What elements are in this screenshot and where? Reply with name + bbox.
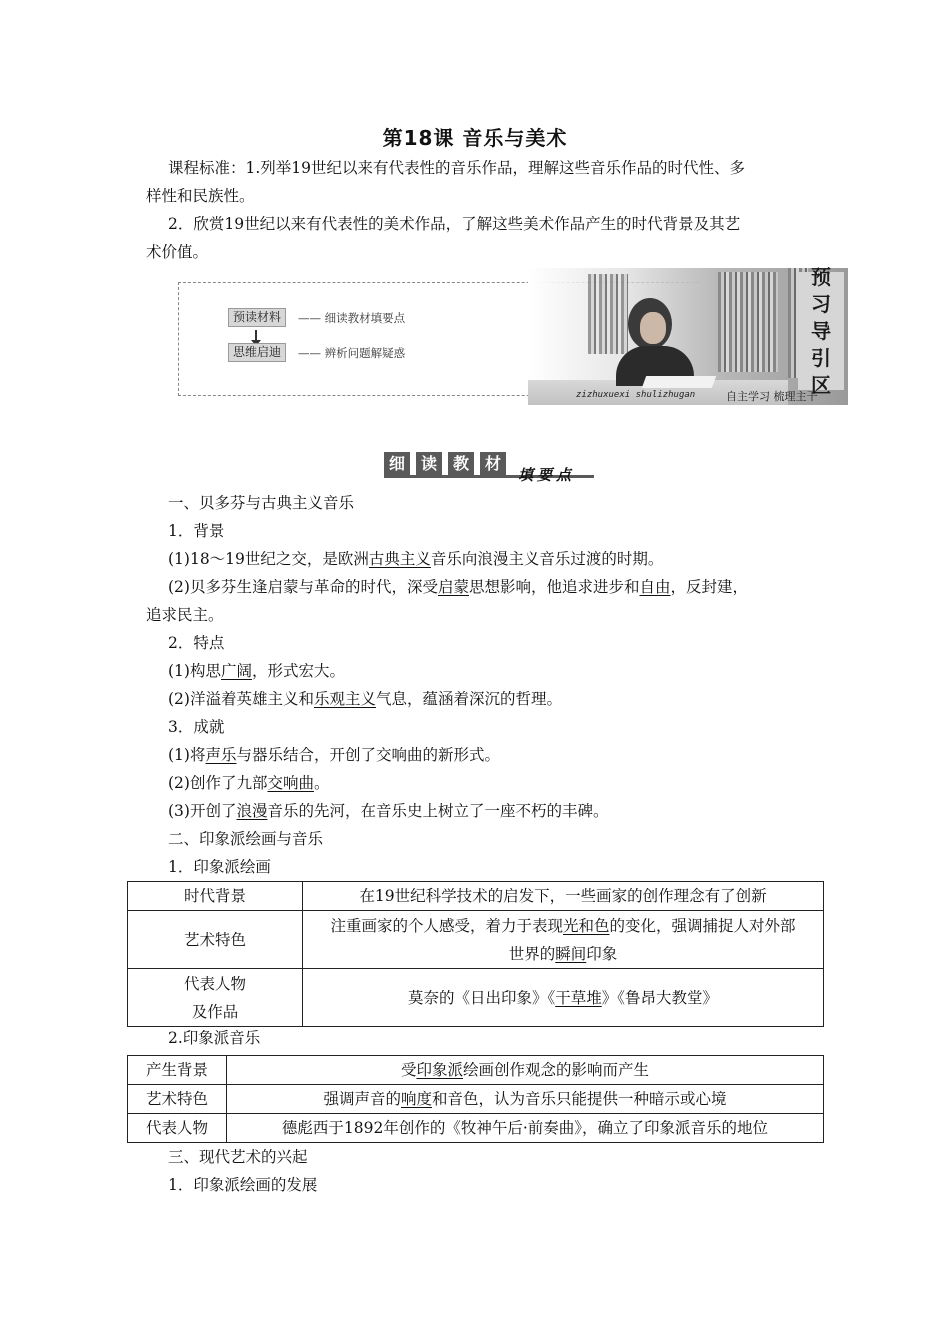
- paragraph: 追求民主。: [146, 606, 224, 624]
- key-term: 交响曲: [267, 774, 314, 792]
- section-header-char: 教: [448, 452, 474, 476]
- key-term: 声乐: [205, 746, 237, 764]
- table-cell-value: 强调声音的响度和音色，认为音乐只能提供一种暗示或心境: [227, 1085, 824, 1114]
- subheading-1-1: 1．背景: [168, 522, 225, 540]
- page-title: 第18课 音乐与美术: [382, 126, 568, 150]
- key-term: 瞬间: [555, 944, 587, 963]
- preview-banner: [178, 264, 848, 405]
- vertical-char: 引: [811, 345, 831, 370]
- standard-line-3: 2．欣赏19世纪以来有代表性的美术作品，了解这些美术作品产生的时代背景及其艺: [168, 215, 741, 233]
- paragraph: (2)创作了九部交响曲。: [168, 774, 330, 792]
- banner-vertical-title: [798, 264, 844, 397]
- vertical-char: 区: [811, 372, 831, 397]
- thinking-tag: 思维启迪: [228, 343, 286, 362]
- arrow-down-icon: [255, 330, 257, 342]
- paragraph: (1)构思广阔，形式宏大。: [168, 662, 345, 680]
- key-term: 乐观主义: [313, 690, 376, 708]
- table-cell-label: 产生背景: [128, 1056, 227, 1085]
- table-cell-label: 时代背景: [128, 882, 303, 911]
- banner-pinyin: zizhuxuexi shulizhugan: [576, 390, 696, 400]
- paragraph: (2)贝多芬生逢启蒙与革命的时代，深受启蒙思想影响，他追求进步和自由，反封建，: [168, 578, 749, 596]
- table-cell-value: 注重画家的个人感受，着力于表现光和色的变化，强调捕捉人对外部 世界的瞬间印象: [303, 911, 824, 969]
- subheading-2-2: 2.印象派音乐: [168, 1029, 261, 1047]
- impressionist-painting-table: [127, 881, 824, 1027]
- subheading-3-1: 1．印象派绘画的发展: [168, 1176, 318, 1194]
- subheading-1-2: 2．特点: [168, 634, 225, 652]
- standard-line-4: 术价值。: [146, 243, 209, 261]
- table-cell-label: 艺术特色: [128, 911, 303, 969]
- impressionist-music-table: [127, 1055, 824, 1143]
- paragraph: (1)18～19世纪之交，是欧洲古典主义音乐向浪漫主义音乐过渡的时期。: [168, 550, 664, 568]
- heading-2: 二、印象派绘画与音乐: [168, 830, 324, 848]
- paragraph: (2)洋溢着英雄主义和乐观主义气息，蕴涵着深沉的哲理。: [168, 690, 562, 708]
- table-cell-value: 德彪西于1892年创作的《牧神午后·前奏曲》，确立了印象派音乐的地位: [227, 1114, 824, 1143]
- subheading-2-1: 1．印象派绘画: [168, 858, 271, 876]
- key-term: 启蒙: [437, 578, 469, 596]
- table-cell-value: 受印象派绘画创作观念的影响而产生: [227, 1056, 824, 1085]
- paragraph: (1)将声乐与器乐结合，开创了交响曲的新形式。: [168, 746, 500, 764]
- section-header-char: 细: [384, 452, 410, 476]
- standard-line-1: 课程标准：1.列举19世纪以来有代表性的音乐作品，理解这些音乐作品的时代性、多: [168, 159, 746, 177]
- standard-line-2: 样性和民族性。: [146, 187, 255, 205]
- banner-pinyin-cn: 自主学习 梳理主干: [726, 390, 818, 403]
- key-term: 古典主义: [368, 550, 431, 568]
- vertical-char: 导: [811, 318, 831, 343]
- key-term: 自由: [639, 578, 671, 596]
- table-cell-label: 艺术特色: [128, 1085, 227, 1114]
- key-term: 浪漫: [236, 802, 268, 820]
- vertical-char: 预: [811, 264, 831, 289]
- subheading-1-3: 3．成就: [168, 718, 225, 736]
- heading-1: 一、贝多芬与古典主义音乐: [168, 494, 355, 512]
- preview-tag: 预读材料: [228, 308, 286, 327]
- section-header-tail: 填要点: [518, 466, 576, 484]
- section-header: [384, 452, 600, 482]
- table-cell-label: 代表人物: [128, 1114, 227, 1143]
- paragraph: (3)开创了浪漫音乐的先河，在音乐史上树立了一座不朽的丰碑。: [168, 802, 609, 820]
- key-term: 响度: [400, 1090, 432, 1108]
- vertical-char: 习: [811, 291, 831, 316]
- key-term: 广阔: [220, 662, 252, 680]
- table-cell-value: 在19世纪科学技术的启发下，一些画家的创作理念有了创新: [303, 882, 824, 911]
- thinking-tag-desc: —— 辨析问题解疑惑: [298, 346, 406, 360]
- key-term: 光和色: [562, 916, 610, 935]
- key-term: 印象派: [416, 1061, 463, 1079]
- key-term: 干草堆: [555, 988, 602, 1007]
- section-header-char: 材: [480, 452, 506, 476]
- table-cell-label: 代表人物 及作品: [128, 969, 303, 1027]
- section-header-char: 读: [416, 452, 442, 476]
- table-cell-value: 莫奈的《日出印象》《干草堆》《鲁昂大教堂》: [303, 969, 824, 1027]
- preview-tag-desc: —— 细读教材填要点: [298, 311, 406, 325]
- heading-3: 三、现代艺术的兴起: [168, 1148, 308, 1166]
